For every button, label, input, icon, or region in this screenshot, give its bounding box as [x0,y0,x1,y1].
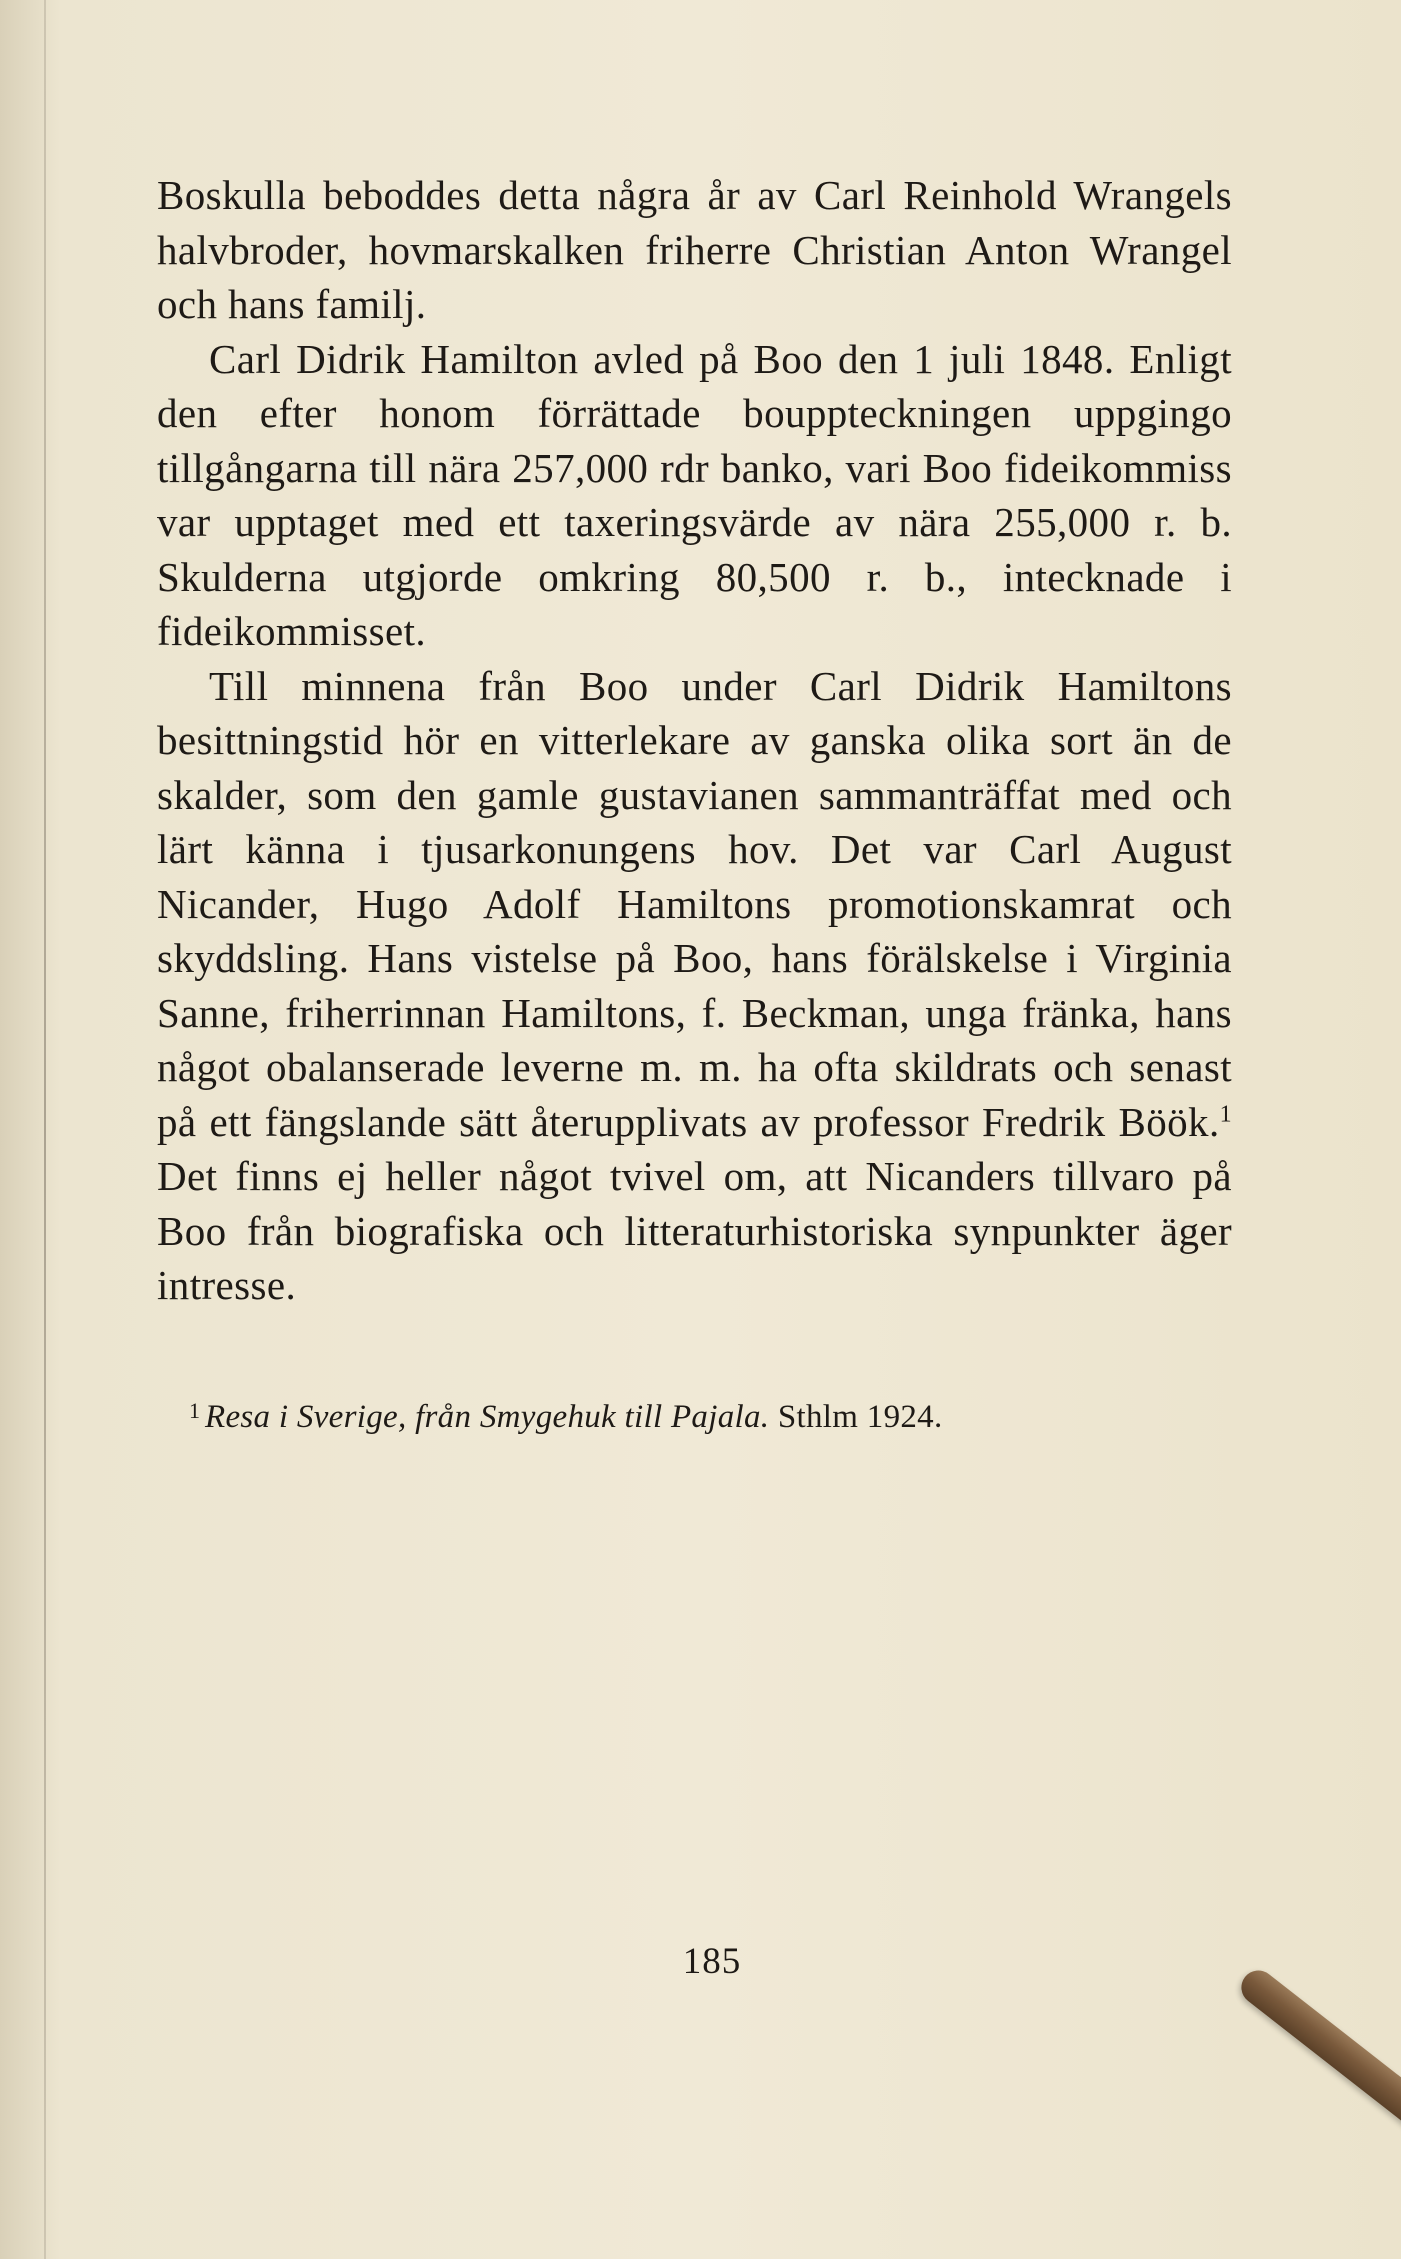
footnote-marker: 1 [189,1398,201,1423]
paragraph-2: Carl Didrik Hamilton avled på Boo den 1 juli 1848. Enligt den efter honom förrättade bouppteckningen uppgingo tillgångarna till nära 257,000 rdr banko, vari Boo fideikommiss var upptaget med ett taxeringsvärde av nära 255,000 r. b. Skulderna utgjorde omkring 80,500 r. b., intecknade i fideikommisset. [157,335,1232,654]
footnote [189,1395,1225,1439]
wooden-pointer [1235,1964,1401,2139]
paragraph-3 [157,659,1232,1313]
body-text [157,168,1232,1313]
page-number: 185 [682,1941,742,1982]
footnote-title: Resa i Sverige, från Smygehuk till Pajala. [205,1399,770,1435]
footnote-reference: 1 [1219,1100,1232,1127]
footnote-rest: Sthlm 1924. [769,1399,943,1435]
page-gutter [44,0,46,2259]
paragraph-1: Boskulla beboddes detta några år av Carl Reinhold Wrangels halvbroder, hovmarskalken friherre Christian Anton Wrangel och hans familj. [157,172,1232,327]
paragraph-3-text: Till minnena från Boo under Carl Didrik Hamiltons besittningstid hör en vitterlekare av ganska olika sort än de skalder, som den gamle gustavianen sammanträffat med och lärt känna i tjusarkonungens hov. Det var Carl August Nicander, Hugo Adolf Hamiltons promotionskamrat och skyddsling. Hans vistelse på Boo, hans förälskelse i Virginia Sanne, friherrinnan Hamiltons, f. Beckman, unga fränka, hans något obalanserade leverne m. m. ha ofta skildrats och senast på ett fängslande sätt återupplivats av professor Fredrik Böök. [157,662,1232,1145]
paragraph-3-continuation: Det finns ej heller något tvivel om, att Nicanders tillvaro på Boo från biografiska och litteraturhistoriska synpunkter äger intresse. [157,1153,1232,1308]
